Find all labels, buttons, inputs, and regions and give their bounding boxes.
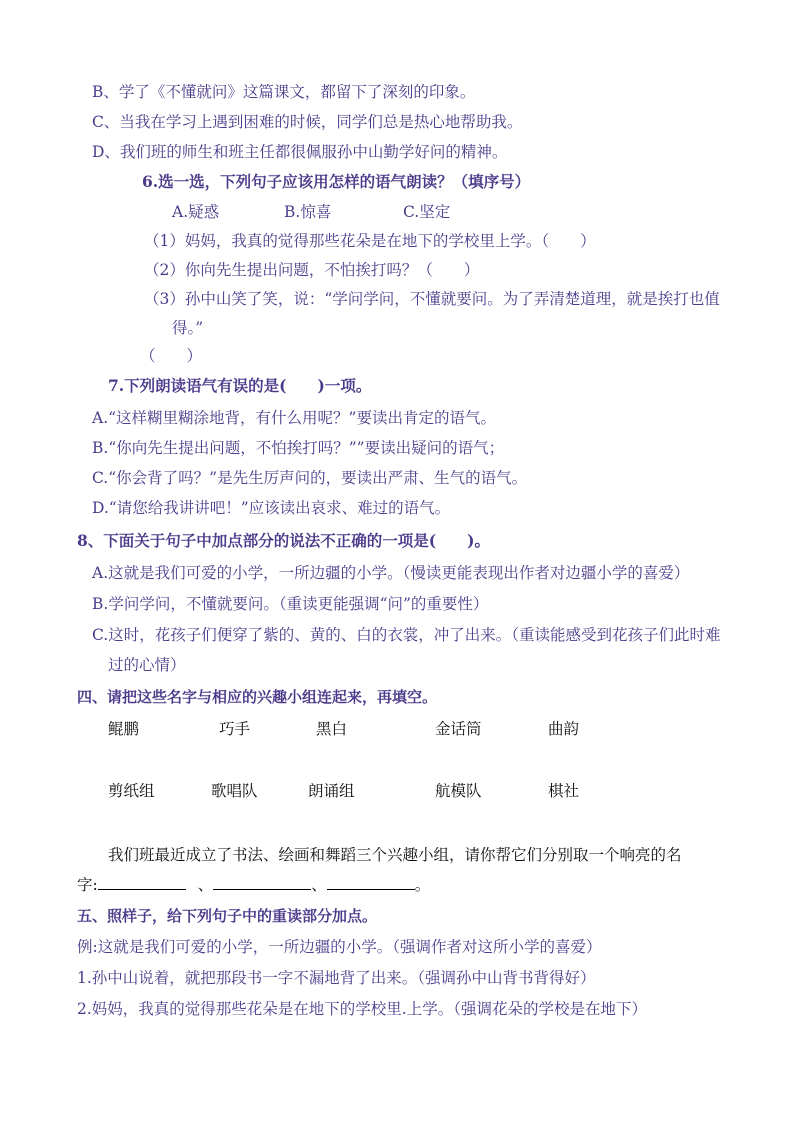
name-4: 金话筒: [435, 720, 482, 738]
section-4-title: 四、请把这些名字与相应的兴趣小组连起来，再填空。: [77, 688, 438, 706]
section-5-item-1: 1.孙中山说着，就把那段书一字不漏地背了出来。（强调孙中山背书背得好）: [77, 969, 596, 987]
q6-title: 6.选一选，下列句子应该用怎样的语气朗读？（填序号）: [142, 172, 531, 191]
q7-option-a: A.“这样糊里糊涂地背，有什么用呢？”要读出肯定的语气。: [92, 409, 496, 427]
fill-prefix: 字:: [77, 876, 98, 894]
separator-2: 、: [311, 876, 327, 894]
name-2: 巧手: [219, 720, 251, 738]
section-5-item-2: 2.妈妈，我真的觉得那些花朵是在地下的学校里.上学。（强调花朵的学校是在地下）: [77, 1000, 647, 1018]
q8-option-b: B.学问学问，不懂就要问。（重读更能强调“问”的重要性）: [92, 595, 489, 613]
q6-item-3-answer: （ ）: [140, 347, 203, 365]
group-4: 航模队: [435, 782, 482, 800]
name-1: 鲲鹏: [108, 720, 140, 738]
group-5: 棋社: [548, 782, 580, 800]
q5-option-b: B、学了《不懂就问》这篇课文，都留下了深刻的印象。: [92, 83, 476, 101]
separator-1: 、: [197, 876, 214, 894]
name-3: 黑白: [316, 720, 348, 738]
section-5-example: 例:这就是我们可爱的小学，一所边疆的小学。（强调作者对这所小学的喜爱）: [77, 938, 602, 956]
group-3: 朗诵组: [308, 782, 355, 800]
group-1: 剪纸组: [108, 782, 155, 800]
q8-title: 8、下面关于句子中加点部分的说法不正确的一项是( )。: [77, 531, 490, 550]
q7-title: 7.下列朗读语气有误的是( )一项。: [108, 376, 372, 395]
name-5: 曲韵: [548, 720, 580, 738]
q6-item-3: （3）孙中山笑了笑，说：“学问学问，不懂就要问。为了弄清楚道理，就是挨打也值: [144, 290, 720, 308]
q7-option-c: C.“你会背了吗？”是先生厉声问的，要读出严肃、生气的语气。: [92, 469, 528, 487]
q5-option-c: C、当我在学习上遇到困难的时候，同学们总是热心地帮助我。: [92, 113, 523, 131]
group-2: 歌唱队: [211, 782, 258, 800]
q7-option-b: B.“你向先生提出问题，不怕挨打吗？””要读出疑问的语气；: [92, 439, 505, 457]
blank-2[interactable]: [213, 875, 311, 890]
blank-1[interactable]: [98, 875, 186, 890]
q8-option-c-cont: 过的心情）: [108, 656, 186, 674]
blank-3[interactable]: [327, 875, 415, 890]
fill-end: 。: [414, 876, 431, 894]
q6-option-c: C.坚定: [403, 203, 451, 221]
q8-option-c: C.这时，花孩子们便穿了紫的、黄的、白的衣裳，冲了出来。（重读能感受到花孩子们此时难: [92, 626, 721, 644]
q6-option-b: B.惊喜: [284, 203, 332, 221]
section-5-title: 五、照样子，给下列句子中的重读部分加点。: [77, 907, 378, 925]
q6-option-a: A.疑惑: [172, 203, 220, 221]
q6-item-2: （2）你向先生提出问题，不怕挨打吗？（ ）: [144, 261, 480, 279]
section-4-fill-line: [77, 875, 430, 895]
q5-option-d: D、我们班的师生和班主任都很佩服孙中山勤学好问的精神。: [92, 143, 508, 161]
section-4-paragraph: 我们班最近成立了书法、绘画和舞蹈三个兴趣小组，请你帮它们分别取一个响亮的名: [108, 846, 682, 864]
q6-item-1: （1）妈妈，我真的觉得那些花朵是在地下的学校里上学。（ ）: [144, 232, 596, 250]
q7-option-d: D.“请您给我讲讲吧！”应该读出哀求、难过的语气。: [92, 499, 451, 517]
q6-item-3-cont: 得。”: [172, 319, 204, 337]
q8-option-a: A.这就是我们可爱的小学，一所边疆的小学。（慢读更能表现出作者对边疆小学的喜爱）: [92, 564, 690, 582]
